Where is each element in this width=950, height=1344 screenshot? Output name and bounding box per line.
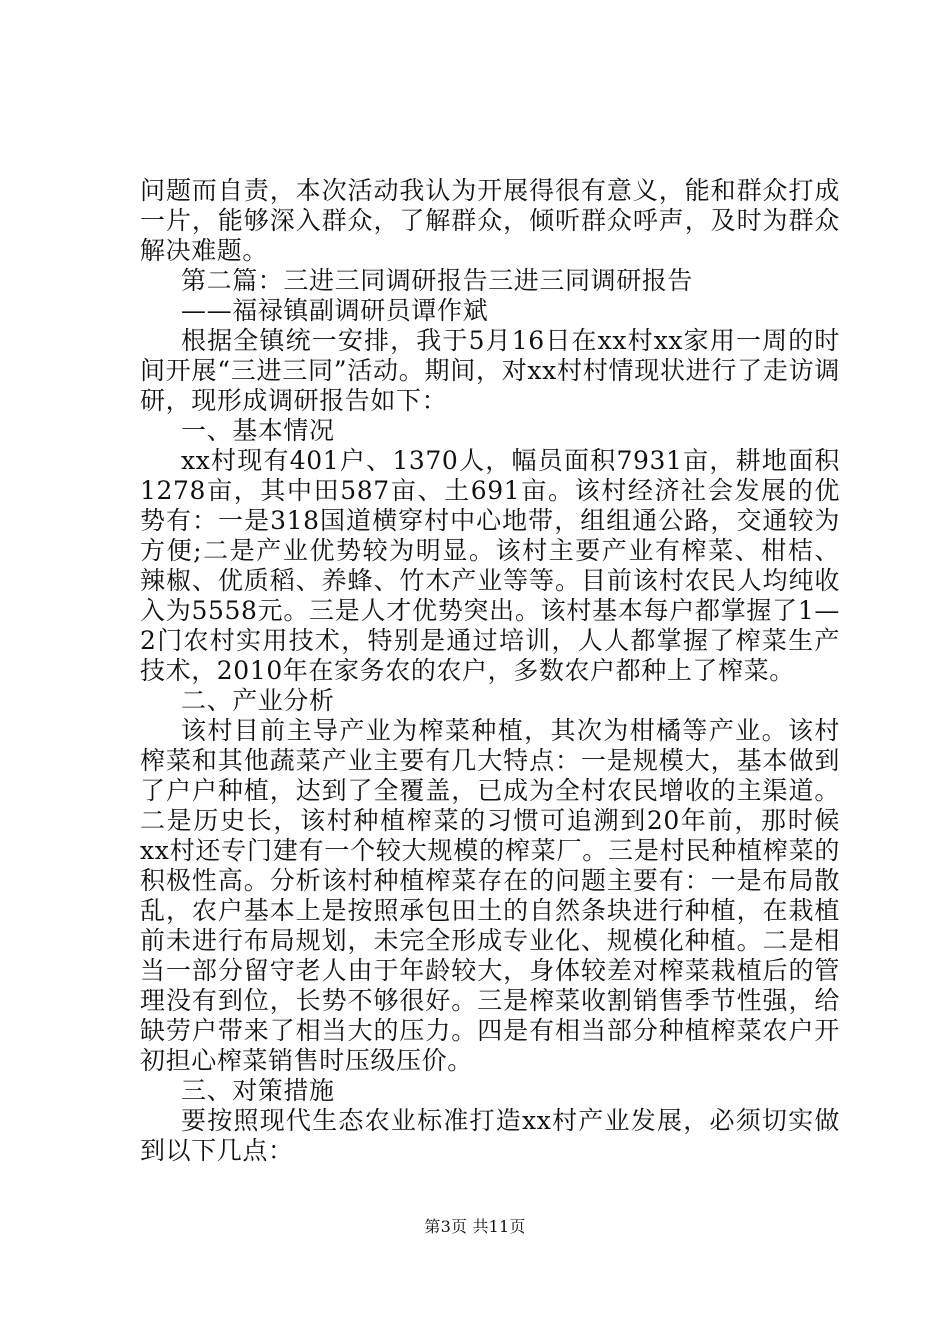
heading-countermeasures: 三、对策措施 bbox=[181, 1076, 335, 1105]
document-body bbox=[140, 176, 840, 1166]
paragraph-industry-analysis: 该村目前主导产业为榨菜种植，其次为柑橘等产业。该村榨菜和其他蔬菜产业主要有几大特点：一是规模大，基本做到了户户种植，达到了全覆盖，已成为全村农民增收的主渠道。二是历史长，该村种植榨菜的习惯可追溯到20年前，那时候xx村还专门建有一个较大规模的榨菜厂。三是村民种植榨菜的积极性高。分析该村种植榨菜存在的问题主要有：一是布局散乱，农户基本上是按照承包田土的自然条块进行种植，在栽植前未进行布局规划，未完全形成专业化、规模化种植。二是相当一部分留守老人由于年龄较大，身体较差对榨菜栽植后的管理没有到位，长势不够很好。三是榨菜收割销售季节性强，给缺劳户带来了相当大的压力。四是有相当部分种植榨菜农户开初担心榨菜销售时压级压价。 bbox=[140, 716, 840, 1075]
paragraph-countermeasures: 要按照现代生态农业标准打造xx村产业发展，必须切实做到以下几点： bbox=[140, 1106, 840, 1165]
author-line: ——福禄镇副调研员谭作斌 bbox=[181, 296, 489, 325]
paragraph-continuation: 问题而自责，本次活动我认为开展得很有意义，能和群众打成一片，能够深入群众，了解群众，倾听群众呼声，及时为群众解决难题。 bbox=[140, 176, 840, 265]
section-title: 第二篇：三进三同调研报告三进三同调研报告 bbox=[181, 266, 694, 295]
heading-basic-situation: 一、基本情况 bbox=[181, 416, 335, 445]
page-number-footer: 第3页 共11页 bbox=[424, 1217, 526, 1236]
heading-industry-analysis: 二、产业分析 bbox=[181, 686, 335, 715]
paragraph-intro: 根据全镇统一安排，我于5月16日在xx村xx家用一周的时间开展“三进三同”活动。期间，对xx村村情现状进行了走访调研，现形成调研报告如下： bbox=[140, 326, 840, 415]
paragraph-basic-situation: xx村现有401户、1370人，幅员面积7931亩，耕地面积1278亩，其中田587亩、土691亩。该村经济社会发展的优势有：一是318国道横穿村中心地带，组组通公路，交通较为方便;二是产业优势较为明显。该村主要产业有榨菜、柑桔、辣椒、优质稻、养蜂、竹木产业等等。目前该村农民人均纯收入为5558元。三是人才优势突出。该村基本每户都掌握了1—2门农村实用技术，特别是通过培训，人人都掌握了榨菜生产技术，2010年在家务农的农户，多数农户都种上了榨菜。 bbox=[140, 446, 840, 685]
